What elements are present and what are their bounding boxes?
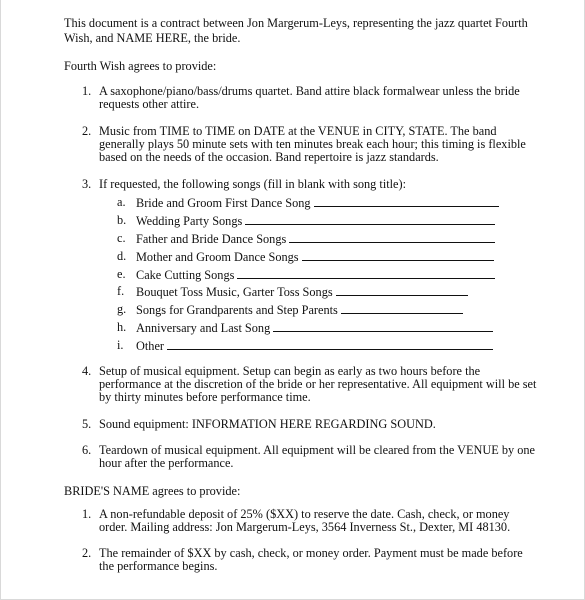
item-text: generally plays 50 minute sets with ten minutes break each hour; this timing is flexible [99, 137, 526, 151]
song-blank[interactable] [336, 285, 468, 296]
song-letter: i. [117, 338, 124, 352]
song-label: Wedding Party Songs [136, 214, 243, 228]
song-label: Songs for Grandparents and Step Parents [136, 303, 338, 317]
item-number: 5. [82, 417, 92, 431]
item-number: 2. [82, 124, 92, 138]
item-text: The remainder of $XX by cash, check, or money order. Payment must be made before [99, 546, 523, 560]
song-label: Father and Bride Dance Songs [136, 232, 287, 246]
item-text: Teardown of musical equipment. All equipment will be cleared from the VENUE by one [99, 443, 536, 457]
item-text: A saxophone/piano/bass/drums quartet. Band attire black formalwear unless the bride [99, 84, 520, 98]
item-text: performance at the discretion of the bride or her representative. All equipment will be set [99, 377, 537, 391]
song-row [136, 250, 494, 264]
song-row [136, 268, 495, 282]
song-letter: h. [117, 320, 127, 334]
song-letter: b. [117, 213, 127, 227]
song-blank[interactable] [237, 268, 495, 279]
song-label: Bride and Groom First Dance Song [136, 196, 311, 210]
song-label: Anniversary and Last Song [136, 321, 271, 335]
song-letter: e. [117, 267, 126, 281]
song-blank[interactable] [245, 214, 495, 225]
item-text: the performance begins. [99, 559, 218, 573]
song-blank[interactable] [167, 339, 493, 350]
item-number: 1. [82, 507, 92, 521]
item-text: If requested, the following songs (fill in blank with song title): [99, 177, 407, 191]
item-text: order. Mailing address: Jon Margerum-Leys, 3564 Inverness St., Dexter, MI 48130. [99, 520, 511, 534]
song-row [136, 303, 463, 317]
item-text: Sound equipment: INFORMATION HERE REGARDING SOUND. [99, 417, 436, 431]
song-label: Bouquet Toss Music, Garter Toss Songs [136, 285, 333, 299]
item-text: by thirty minutes before performance time. [99, 390, 311, 404]
song-blank[interactable] [341, 303, 463, 314]
item-text: hour after the performance. [99, 456, 234, 470]
item-text: A non-refundable deposit of 25% ($XX) to reserve the date. Cash, check, or money [99, 507, 510, 521]
song-row [136, 285, 468, 299]
item-text: Music from TIME to TIME on DATE at the VENUE in CITY, STATE. The band [99, 124, 497, 138]
intro-line: Wish, and NAME HERE, the bride. [64, 31, 241, 45]
song-label: Cake Cutting Songs [136, 268, 235, 282]
song-letter: d. [117, 249, 127, 263]
song-blank[interactable] [289, 232, 495, 243]
song-blank[interactable] [273, 321, 493, 332]
song-row [136, 232, 495, 246]
item-number: 1. [82, 84, 92, 98]
item-number: 6. [82, 443, 92, 457]
item-number: 3. [82, 177, 92, 191]
song-label: Other [136, 339, 164, 353]
section-heading: Fourth Wish agrees to provide: [64, 59, 217, 73]
intro-line: This document is a contract between Jon Margerum-Leys, representing the jazz quartet Fourth [64, 16, 528, 30]
song-letter: g. [117, 302, 127, 316]
song-row [136, 214, 495, 228]
item-number: 4. [82, 364, 92, 378]
song-blank[interactable] [302, 250, 494, 261]
song-letter: a. [117, 195, 126, 209]
song-row [136, 196, 499, 210]
item-text: requests other attire. [99, 97, 200, 111]
section-heading: BRIDE'S NAME agrees to provide: [64, 484, 241, 498]
song-row [136, 339, 493, 353]
song-letter: c. [117, 231, 126, 245]
song-blank[interactable] [314, 196, 499, 207]
song-label: Mother and Groom Dance Songs [136, 250, 299, 264]
item-number: 2. [82, 546, 92, 560]
item-text: based on the needs of the occasion. Band repertoire is jazz standards. [99, 150, 439, 164]
song-row [136, 321, 493, 335]
item-text: Setup of musical equipment. Setup can begin as early as two hours before the [99, 364, 481, 378]
song-letter: f. [117, 284, 125, 298]
